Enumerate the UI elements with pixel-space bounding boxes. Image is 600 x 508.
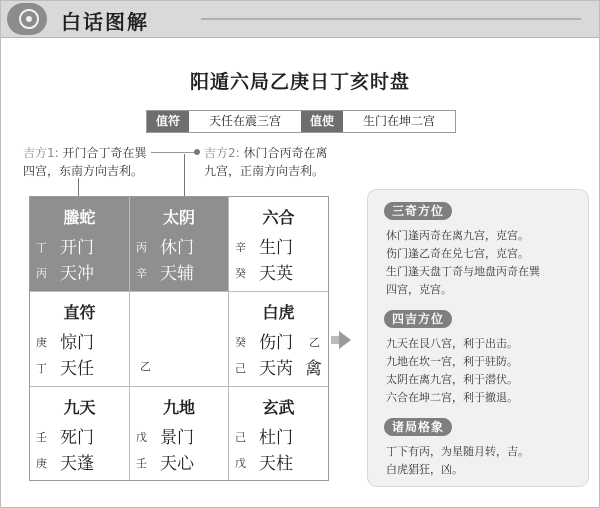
stem: 己	[235, 431, 246, 444]
sanqi-line: 休门逢丙奇在离九宫，克宫。	[386, 229, 529, 242]
deity-label: 直符	[63, 303, 96, 322]
stem-right: 乙	[309, 336, 320, 349]
stem: 丁	[36, 241, 47, 254]
deity-label: 白虎	[262, 303, 295, 322]
explanation-panel	[367, 189, 589, 487]
stem: 癸	[235, 267, 246, 280]
section-title-sanqi: 三奇方位	[384, 202, 452, 220]
zhifu-bar	[146, 110, 456, 133]
stem: 丙	[136, 241, 147, 254]
deity-label: 螣蛇	[63, 208, 96, 227]
annotation-right-line2: 九宫，正南方向吉利。	[204, 164, 325, 178]
geju-line: 丁下有丙，为星随月转，吉。	[386, 445, 529, 458]
annotation-left-line1: 开门合丁奇在巽	[62, 146, 147, 160]
door-label: 杜门	[259, 428, 293, 448]
zhishi-value: 生门在坤二宫	[343, 111, 455, 132]
palace-gen-8	[30, 387, 130, 480]
star-label: 天柱	[259, 454, 293, 474]
zhishi-label: 值使	[301, 111, 343, 132]
star-label: 天冲	[60, 264, 94, 284]
connector-line	[151, 152, 197, 153]
star-label: 天英	[259, 264, 293, 284]
arrow-right-icon	[339, 331, 351, 349]
deity-label: 玄武	[262, 398, 295, 417]
star-label: 天蓬	[60, 454, 94, 474]
connector-dot	[194, 149, 200, 155]
palace-dui-7	[229, 292, 328, 387]
siji-line: 太阴在离九宫，利于潜伏。	[386, 373, 518, 386]
header-bar	[1, 1, 599, 38]
deity-label: 九地	[162, 398, 195, 417]
stem: 戊	[136, 431, 147, 444]
deity-label: 九天	[63, 398, 96, 417]
siji-line: 六合在坤二宫，利于撤退。	[386, 391, 518, 404]
palace-kun-2	[229, 197, 328, 292]
palace-kan-1	[130, 387, 229, 480]
siji-line: 九地在坎一宫，利于驻防。	[386, 355, 518, 368]
stem: 丙	[36, 267, 47, 280]
star-label: 天任	[60, 359, 94, 379]
stem: 壬	[36, 431, 47, 444]
door-label: 休门	[160, 238, 194, 258]
palace-li-9	[130, 197, 229, 292]
zhifu-label: 值符	[147, 111, 189, 132]
palace-xun-4	[30, 197, 130, 292]
section-title-siji: 四吉方位	[384, 310, 452, 328]
logo-icon	[7, 3, 47, 35]
stem: 乙	[140, 360, 151, 373]
annotation-right-line1: 休门合丙奇在离	[243, 146, 328, 160]
deity-label: 太阴	[162, 208, 195, 227]
door-label: 景门	[160, 428, 194, 448]
door-label: 生门	[259, 238, 293, 258]
stem: 庚	[36, 457, 47, 470]
arrow-tail	[331, 336, 339, 344]
palace-grid	[29, 196, 329, 481]
annotation-left-line2: 四宫，东南方向吉利。	[23, 164, 144, 178]
palace-zhen-3	[30, 292, 130, 387]
stem: 丁	[36, 362, 47, 375]
stem: 壬	[136, 457, 147, 470]
annotation-right	[204, 144, 384, 180]
annotation-right-tag: 吉方2:	[204, 146, 240, 160]
palace-qian-6	[229, 387, 328, 480]
palace-center-5	[130, 292, 229, 387]
geju-line: 白虎猖狂，凶。	[386, 463, 463, 476]
stem: 辛	[235, 241, 246, 254]
annotation-left	[23, 144, 193, 180]
section-title-geju: 诸局格象	[384, 418, 452, 436]
door-label: 死门	[60, 428, 94, 448]
chart-title: 阳遁六局乙庚日丁亥时盘	[189, 71, 410, 93]
door-label: 惊门	[60, 333, 94, 353]
star-qin: 禽	[305, 359, 322, 379]
stem: 戊	[235, 457, 246, 470]
door-label: 开门	[60, 238, 94, 258]
sanqi-line: 四宫，克宫。	[386, 283, 452, 296]
annotation-left-tag: 吉方1:	[23, 146, 59, 160]
door-label: 伤门	[259, 333, 293, 353]
star-label: 天心	[160, 454, 194, 474]
stem: 辛	[136, 267, 147, 280]
stem: 己	[235, 362, 246, 375]
zhifu-value: 天任在震三宫	[189, 111, 301, 132]
header-title: 白话图解	[61, 10, 149, 34]
deity-label: 六合	[262, 208, 295, 227]
star-label: 天辅	[160, 264, 194, 284]
stem: 庚	[36, 336, 47, 349]
siji-line: 九天在艮八宫，利于出击。	[386, 337, 518, 350]
pointer-line-right	[184, 154, 185, 200]
sanqi-line: 伤门逢乙奇在兑七宫，克宫。	[386, 247, 529, 260]
header-rule	[201, 18, 581, 20]
star-label: 天芮	[259, 359, 293, 379]
stem: 癸	[235, 336, 246, 349]
sanqi-line: 生门逢天盘丁奇与地盘丙奇在巽	[386, 265, 540, 278]
